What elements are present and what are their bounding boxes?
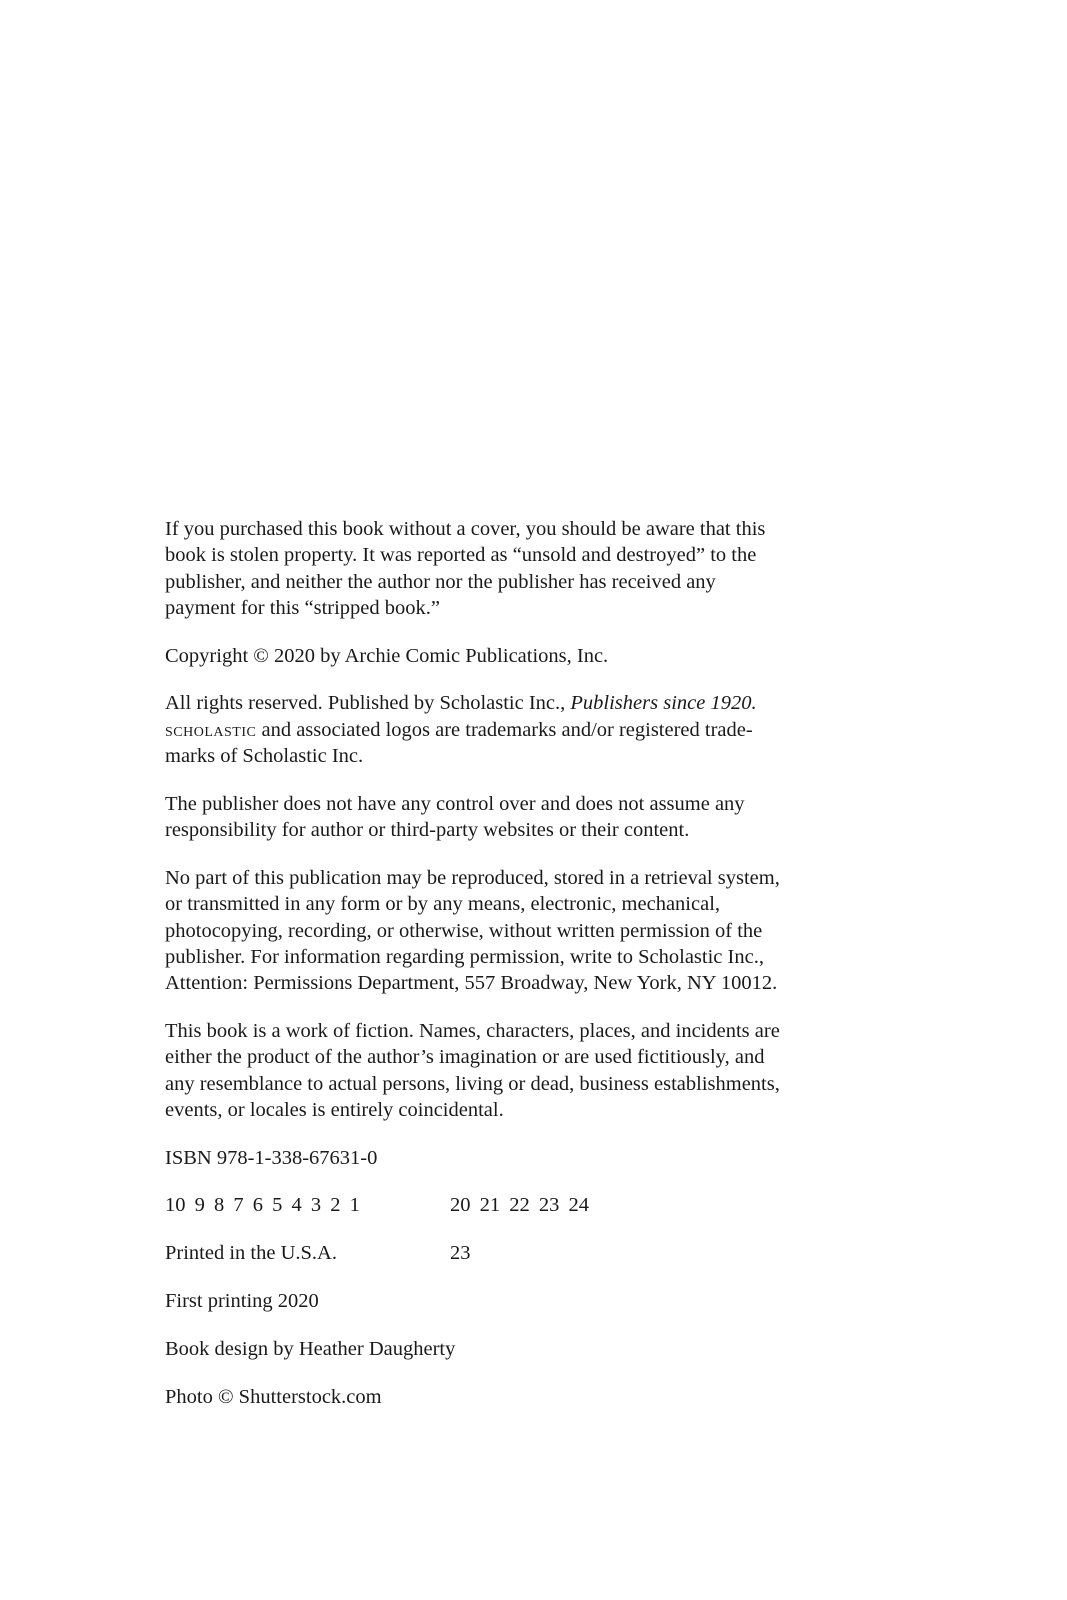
scholastic-trademark: scholastic [165, 718, 257, 741]
rights-publisher-text: All rights reserved. Published by Scholastic Inc., [165, 692, 571, 715]
reproduction-notice [165, 865, 905, 996]
printed-in-code: 23 [450, 1242, 471, 1265]
third-party-disclaimer [165, 791, 905, 844]
disclaimer-line: responsibility for author or third-party websites or their content. [165, 819, 690, 842]
rights-line-3: marks of Scholastic Inc. [165, 745, 364, 768]
disclaimer-line: The publisher does not have any control over and does not assume any [165, 792, 745, 815]
reproduction-line: publisher. For information regarding permission, write to Scholastic Inc., [165, 945, 764, 968]
reproduction-line: No part of this publication may be reproduced, stored in a retrieval system, [165, 866, 780, 889]
copyright-statement [165, 643, 905, 669]
isbn [165, 1145, 905, 1171]
printed-in [165, 1240, 905, 1266]
design-credit-line: Book design by Heather Daugherty [165, 1337, 456, 1360]
first-printing-line: First printing 2020 [165, 1290, 319, 1313]
rights-statement [165, 690, 905, 769]
copyright-line: Copyright © 2020 by Archie Comic Publications, Inc. [165, 644, 609, 667]
fiction-line: events, or locales is entirely coincidental. [165, 1098, 504, 1121]
reproduction-line: photocopying, recording, or otherwise, without written permission of the [165, 919, 763, 942]
photo-credit-line: Photo © Shutterstock.com [165, 1385, 382, 1408]
printed-in-label: Printed in the U.S.A. [165, 1242, 337, 1265]
rights-line-2 [165, 717, 905, 743]
notice-line: publisher, and neither the author nor the publisher has received any [165, 570, 716, 593]
notice-line: payment for this “stripped book.” [165, 596, 440, 619]
reproduction-line: Attention: Permissions Department, 557 Broadway, New York, NY 10012. [165, 972, 778, 995]
copyright-page [165, 516, 905, 1431]
book-design-credit [165, 1336, 905, 1362]
notice-line: If you purchased this book without a cover, you should be aware that this [165, 518, 766, 540]
fiction-line: either the product of the author’s imagination or are used fictitiously, and [165, 1046, 765, 1069]
printing-numbers: 10 9 8 7 6 5 4 3 2 1 [165, 1194, 360, 1217]
isbn-line: ISBN 978-1-338-67631-0 [165, 1146, 378, 1169]
printing-years: 20 21 22 23 24 [450, 1194, 589, 1217]
reproduction-line: or transmitted in any form or by any means, electronic, mechanical, [165, 893, 721, 916]
rights-line-1 [165, 690, 905, 716]
photo-credit [165, 1384, 905, 1410]
notice-line: book is stolen property. It was reported as “unsold and destroyed” to the [165, 544, 757, 567]
trademark-text: and associated logos are trademarks and/or registered trade- [256, 718, 753, 741]
fiction-line: This book is a work of fiction. Names, characters, places, and incidents are [165, 1019, 780, 1042]
first-printing [165, 1288, 905, 1314]
fiction-disclaimer [165, 1018, 905, 1123]
publisher-tagline: Publishers since 1920. [570, 692, 757, 715]
printing-line [165, 1192, 905, 1218]
fiction-line: any resemblance to actual persons, living or dead, business establishments, [165, 1072, 780, 1095]
stripped-book-notice [165, 516, 905, 621]
